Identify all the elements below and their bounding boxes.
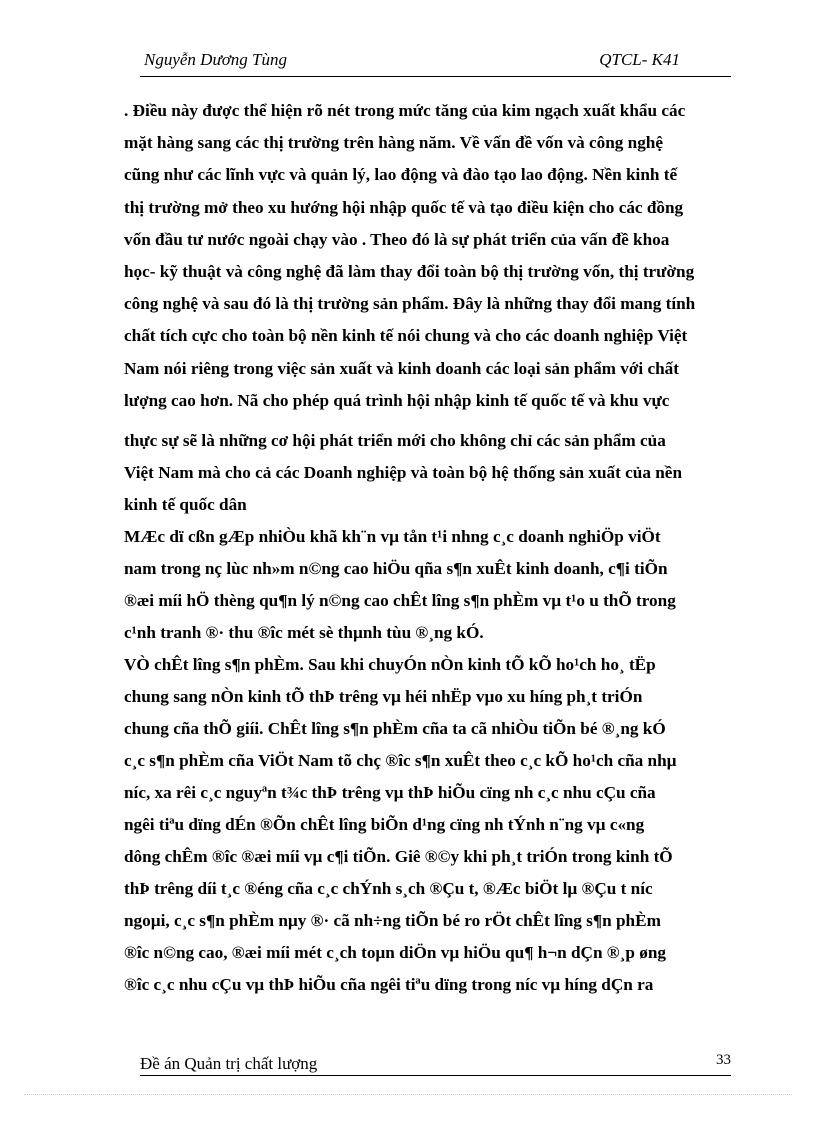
body-line: . Điều này được thể hiện rõ nét trong mức tăng của kim ngạch xuất khẩu các (124, 101, 686, 120)
body-line: lượng cao hơn. Nã cho phép quá trình hội nhập kinh tế quốc tế và khu vực (124, 391, 670, 410)
body-line: ®îc c¸c nhu cÇu vµ thÞ hiÕu cña ngêi tiªu dïng trong níc vµ híng dÇn ra (124, 975, 654, 994)
header-author: Nguyễn Dương Tùng (144, 50, 288, 69)
body-line: nam trong nç lùc nh»m n©ng cao hiÖu qña s¶n xuÊt kinh doanh, c¶i tiÕn (124, 559, 668, 578)
page-number: 33 (716, 1052, 731, 1068)
body-line: chung sang nÒn kinh tÕ thÞ trêng vµ héi nhËp vµo xu híng ph¸t triÓn (124, 687, 643, 706)
body-line: vốn đầu tư nước ngoài chạy vào . Theo đó là sự phát triển của vấn đề khoa (124, 230, 670, 249)
body-line: cũng như các lĩnh vực và quản lý, lao động và đào tạo lao động. Nền kinh tế (124, 165, 678, 184)
footer-title: Đề án Quản trị chất lượng (140, 1054, 318, 1073)
body-line: học- kỹ thuật và công nghệ đã làm thay đổi toàn bộ thị trường vốn, thị trường (124, 262, 695, 281)
body-line: Nam nói riêng trong việc sản xuất và kinh doanh các loại sản phẩm với chất (124, 359, 679, 378)
body-line: chung cña thÕ giíi. ChÊt lîng s¶n phÈm cña ta cã nhiÒu tiÕn bé ®¸ng kÓ (124, 719, 666, 738)
body-line: thị trường mở theo xu hướng hội nhập quốc tế và tạo điều kiện cho các đồng (124, 198, 684, 217)
body-line: c¹nh tranh ®· thu ®îc mét sè thµnh tùu ®¸ng kÓ. (124, 623, 484, 642)
body-line: công nghệ và sau đó là thị trường sản phẩm. Đây là những thay đổi mang tính (124, 294, 696, 313)
footer-divider (140, 1075, 731, 1076)
page-footer (140, 1054, 731, 1076)
header-divider (140, 76, 731, 77)
page-header (140, 50, 730, 74)
body-line: ®îc n©ng cao, ®æi míi mét c¸ch toµn diÖn vµ hiÖu qu¶ h¬n dÇn ®¸p øng (124, 943, 666, 962)
header-class-code: QTCL- K41 (599, 50, 680, 69)
body-line: thực sự sẽ là những cơ hội phát triển mới cho không chỉ các sản phẩm của (124, 431, 666, 450)
body-line: níc, xa rêi c¸c nguyªn t¾c thÞ trêng vµ thÞ hiÕu cïng nh c¸c nhu cÇu cña (124, 783, 656, 802)
body-line: kinh tế quốc dân (124, 495, 247, 514)
body-line: mặt hàng sang các thị trường trên hàng năm. Về vấn đề vốn và công nghệ (124, 133, 663, 152)
body-line: c¸c s¶n phÈm cña ViÖt Nam tõ chç ®îc s¶n xuÊt theo c¸c kÕ ho¹ch cña nhµ (124, 751, 677, 770)
body-line: ®æi míi hÖ thèng qu¶n lý n©ng cao chÊt lîng s¶n phÈm vµ t¹o u thÕ trong (124, 591, 676, 610)
body-line: MÆc dï cßn gÆp nhiÒu khã kh¨n vµ tån t¹i nhng c¸c doanh nghiÖp viÖt (124, 527, 661, 546)
body-line: VÒ chÊt lîng s¶n phÈm. Sau khi chuyÓn nÒn kinh tÕ kÕ ho¹ch ho¸ tËp (124, 655, 656, 674)
body-line: Việt Nam mà cho cả các Doanh nghiệp và toàn bộ hệ thống sản xuất của nền (124, 463, 682, 482)
body-line: thÞ trêng díi t¸c ®éng cña c¸c chÝnh s¸ch ®Çu t, ®Æc biÖt lµ ®Çu t níc (124, 879, 653, 898)
body-line: dông chÊm ®îc ®æi míi vµ c¶i tiÕn. Giê ®©y khi ph¸t triÓn trong kinh tÕ (124, 847, 673, 866)
body-line: chất tích cực cho toàn bộ nền kinh tế nói chung và cho các doanh nghiệp Việt (124, 326, 688, 345)
body-line: ngêi tiªu dïng dÉn ®Õn chÊt lîng biÕn d¹ng cïng nh tÝnh n¨ng vµ c«ng (124, 815, 645, 834)
body-line: ngoµi, c¸c s¶n phÈm nµy ®· cã nh÷ng tiÕn bé ro rÖt chÊt lîng s¶n phÈm (124, 911, 661, 930)
page-edge-divider (24, 1094, 792, 1095)
